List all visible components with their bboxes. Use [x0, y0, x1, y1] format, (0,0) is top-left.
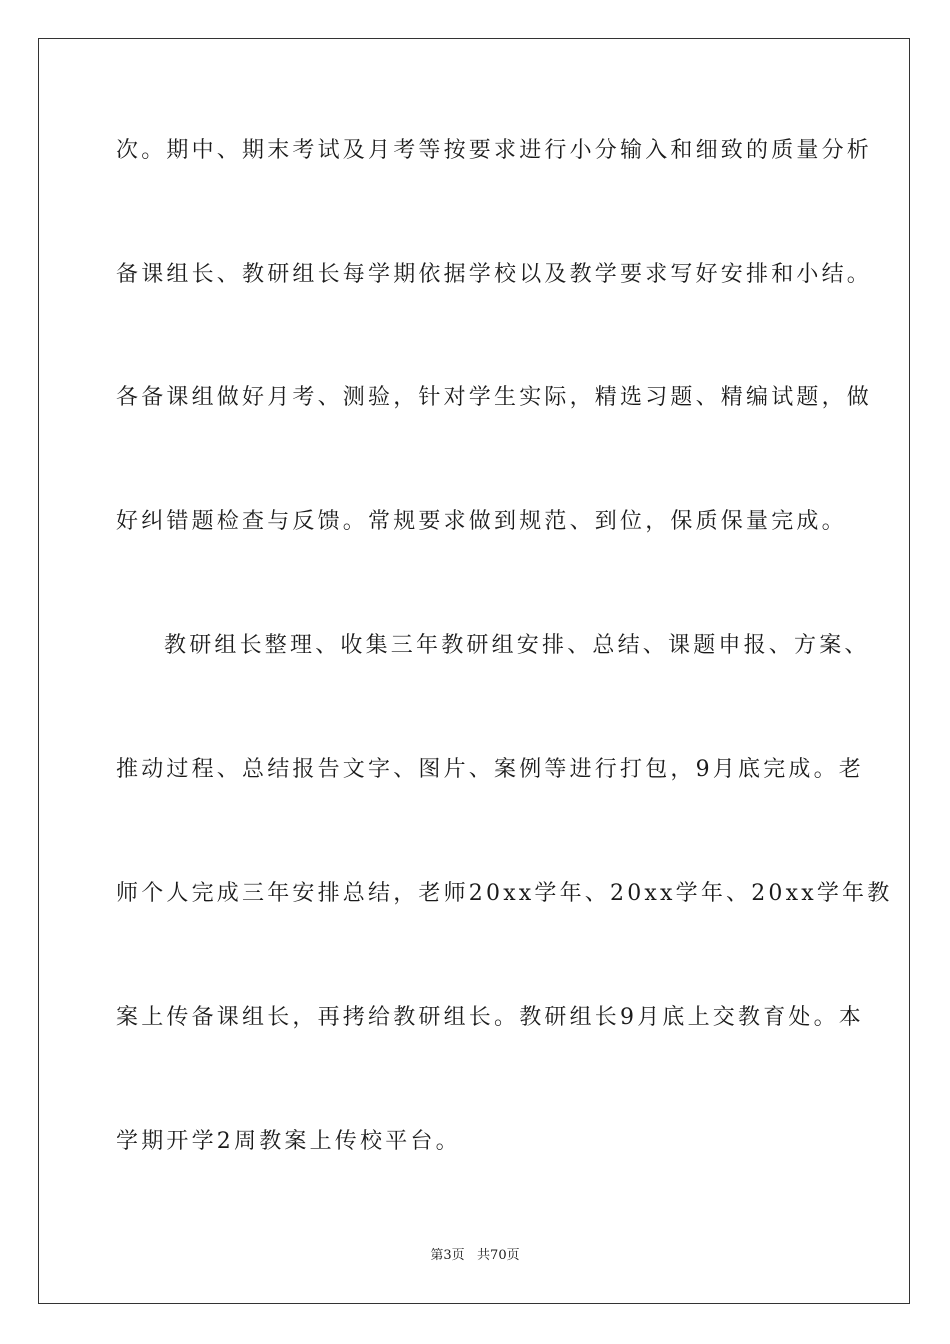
page-border — [38, 38, 910, 1304]
paragraph-line: 好纠错题检查与反馈。常规要求做到规范、到位，保质保量完成。 — [116, 509, 847, 534]
paragraph-line: 次。期中、期末考试及月考等按要求进行小分输入和细致的质量分析 — [116, 138, 873, 163]
paragraph-line: 案上传备课组长，再拷给教研组长。教研组长9月底上交教育处。本 — [116, 1005, 864, 1030]
page-number-footer: 第3页 共70页 — [430, 1248, 520, 1263]
paragraph-line: 学期开学2周教案上传校平台。 — [116, 1129, 461, 1154]
paragraph-line: 备课组长、教研组长每学期依据学校以及教学要求写好安排和小结。 — [116, 262, 873, 287]
paragraph-line: 推动过程、总结报告文字、图片、案例等进行打包，9月底完成。老 — [116, 757, 864, 782]
paragraph-line: 师个人完成三年安排总结，老师20xx学年、20xx学年、20xx学年教 — [116, 881, 893, 906]
paragraph-line: 教研组长整理、收集三年教研组安排、总结、课题申报、方案、 — [164, 633, 870, 658]
paragraph-line: 各备课组做好月考、测验，针对学生实际，精选习题、精编试题，做 — [116, 385, 873, 410]
